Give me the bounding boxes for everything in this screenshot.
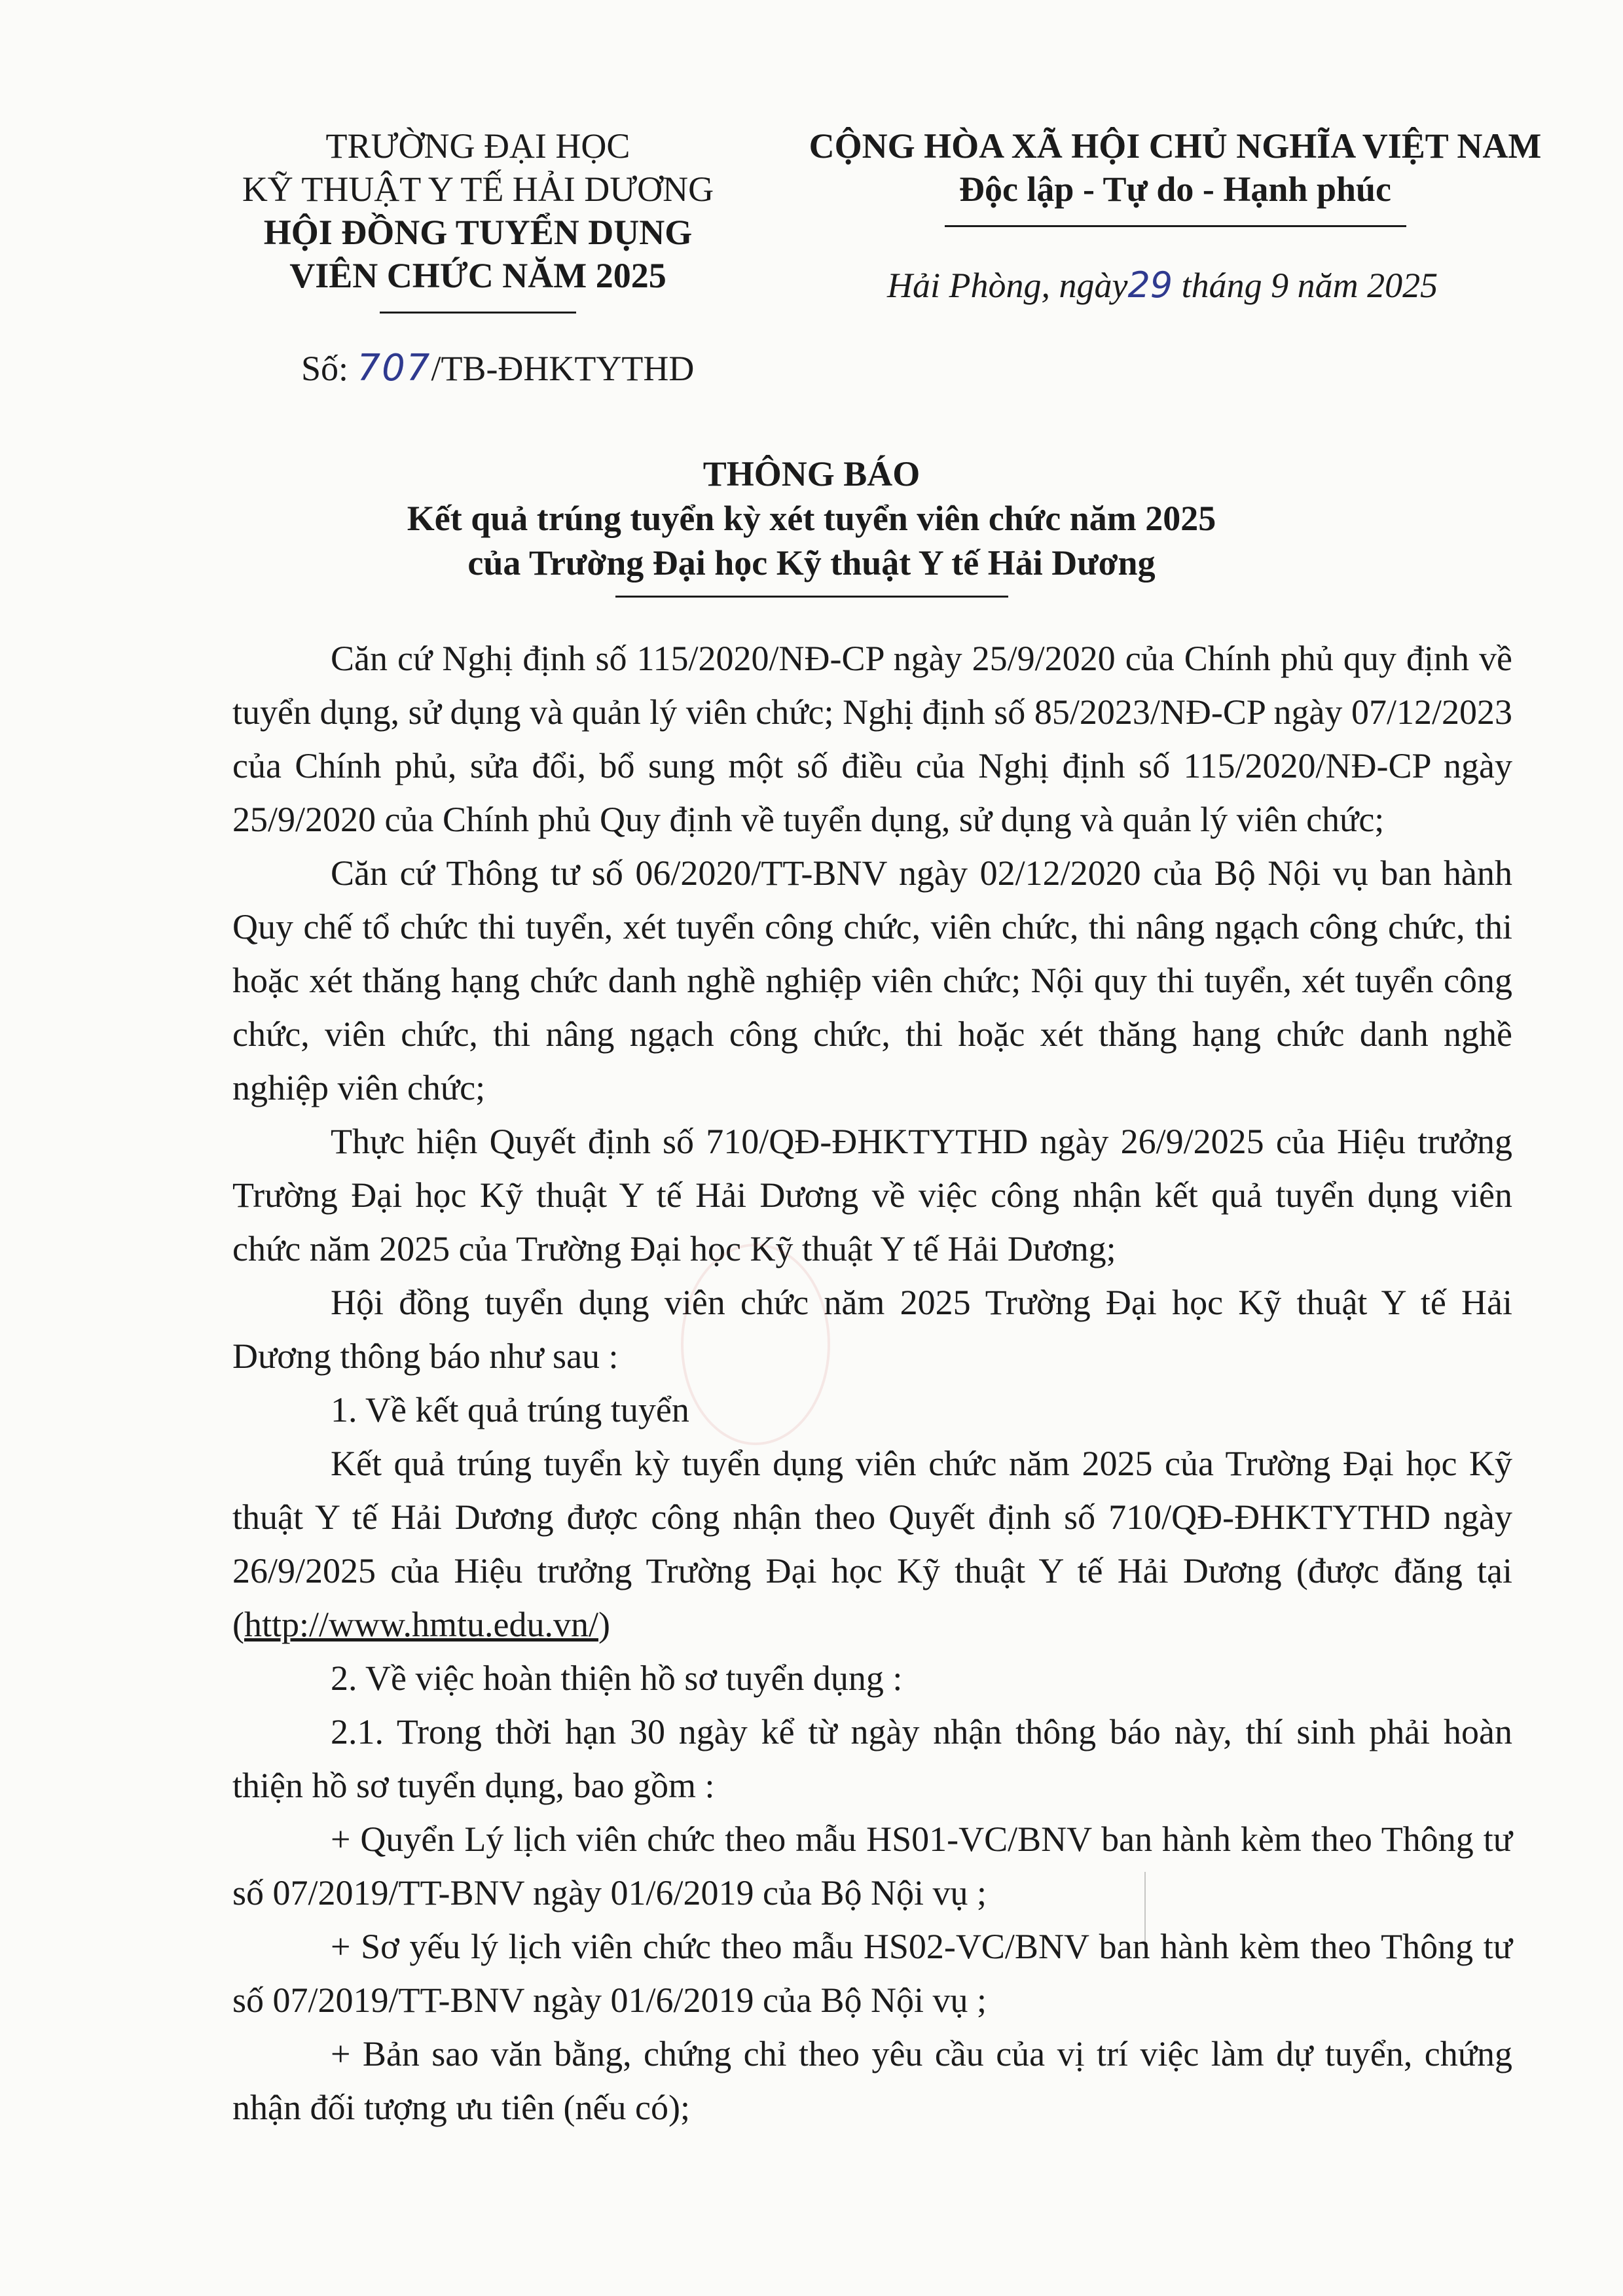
notice-subtitle-1: Kết quả trúng tuyển kỳ xét tuyển viên chức năm 2025 [407,499,1216,538]
issue-date-suffix: tháng 9 năm 2025 [1173,266,1438,305]
paragraph-legal-basis-1: Căn cứ Nghị định số 115/2020/NĐ-CP ngày 25/9/2020 của Chính phủ quy định về tuyển dụng, sử dụng và quản lý viên chức; Nghị định số 85/2023/NĐ-CP ngày 07/12/2023 của Chính phủ, sửa đổi, bổ sung một số điều của Nghị định số 115/2020/NĐ-CP ngày 25/9/2020 của Chính phủ Quy định về tuyển dụng, sử dụng và quản lý viên chức; [232,639,1512,839]
website-link[interactable]: http://www.hmtu.edu.vn/ [244,1605,598,1644]
paragraph-dossier-deadline: 2.1. Trong thời hạn 30 ngày kể từ ngày nhận thông báo này, thí sinh phải hoàn thiện hồ sơ tuyển dụng, bao gồm : [232,1712,1512,1805]
issuer-university: TRƯỜNG ĐẠI HỌC [325,126,630,166]
notice-heading: THÔNG BÁO [702,454,921,493]
national-motto: Độc lập - Tự do - Hạnh phúc [958,170,1392,209]
national-name: CỘNG HÒA XÃ HỘI CHỦ NGHĨA VIỆT NAM [809,126,1542,166]
notice-title-block [0,452,1623,598]
document-number-prefix: Số: [301,349,357,388]
paragraph-results [232,1437,1512,1651]
issuer-council-year: VIÊN CHỨC NĂM 2025 [289,256,666,295]
paragraph-legal-basis-2: Căn cứ Thông tư số 06/2020/TT-BNV ngày 02/12/2020 của Bộ Nội vụ ban hành Quy chế tổ chức thi tuyển, xét tuyển công chức, viên chức, thi nâng ngạch công chức, thi hoặc xét thăng hạng chức danh nghề nghiệp viên chức; Nội quy thi tuyển, xét tuyển công chức, viên chức, thi nâng ngạch công chức, thi hoặc xét thăng hạng chức danh nghề nghiệp viên chức; [232,853,1512,1107]
paragraph-results-end: ) [598,1605,610,1644]
document-number [301,347,694,389]
notice-subtitle-2: của Trường Đại học Kỹ thuật Y tế Hải Dương [467,543,1156,583]
issue-date-prefix: Hải Phòng, ngày [887,266,1128,305]
paragraph-results-text: Kết quả trúng tuyển kỳ tuyển dụng viên chức năm 2025 của Trường Đại học Kỹ thuật Y tế Hải Dương được công nhận theo Quyết định số 710/QĐ-ĐHKTYTHD ngày 26/9/2025 của Hiệu trưởng Trường Đại học Kỹ thuật Y tế Hải Dương (được đăng tại ( [232,1444,1512,1644]
issue-date-day-handwritten: 29 [1127,264,1173,306]
issue-date [887,264,1438,306]
issuer-university-name: KỸ THUẬT Y TẾ HẢI DƯƠNG [242,170,714,209]
issuer-underline [380,312,576,314]
section-heading-results: 1. Về kết quả trúng tuyển [331,1390,689,1429]
document-number-handwritten: 707 [357,347,431,389]
paragraph-announcement: Hội đồng tuyển dụng viên chức năm 2025 Trường Đại học Kỹ thuật Y tế Hải Dương thông báo như sau : [232,1283,1512,1376]
issuer-council: HỘI ĐỒNG TUYỂN DỤNG [263,213,693,252]
paragraph-legal-basis-3: Thực hiện Quyết định số 710/QĐ-ĐHKTYTHD ngày 26/9/2025 của Hiệu trưởng Trường Đại học Kỹ thuật Y tế Hải Dương về việc công nhận kết quả tuyển dụng viên chức năm 2025 của Trường Đại học Kỹ thuật Y tế Hải Dương; [232,1122,1512,1268]
faint-stamp-mark [681,1244,830,1445]
bullet-diplomas: + Bản sao văn bằng, chứng chỉ theo yêu cầu của vị trí việc làm dự tuyển, chứng nhận đối tượng ưu tiên (nếu có); [232,2034,1512,2127]
motto-underline [945,225,1406,227]
document-number-suffix: /TB-ĐHKTYTHD [431,349,695,388]
bullet-cv-book: + Quyển Lý lịch viên chức theo mẫu HS01-VC/BNV ban hành kèm theo Thông tư số 07/2019/TT-BNV ngày 01/6/2019 của Bộ Nội vụ ; [232,1820,1512,1912]
bullet-cv-summary: + Sơ yếu lý lịch viên chức theo mẫu HS02-VC/BNV ban hành kèm theo Thông tư số 07/2019/TT-BNV ngày 01/6/2019 của Bộ Nội vụ ; [232,1927,1512,2020]
scan-line-mark [1144,1872,1146,1950]
notice-body [232,632,1512,2134]
title-underline [615,596,1008,598]
section-heading-dossier: 2. Về việc hoàn thiện hồ sơ tuyển dụng : [331,1659,903,1698]
issuer-block [216,124,740,314]
national-motto-block [773,124,1578,227]
